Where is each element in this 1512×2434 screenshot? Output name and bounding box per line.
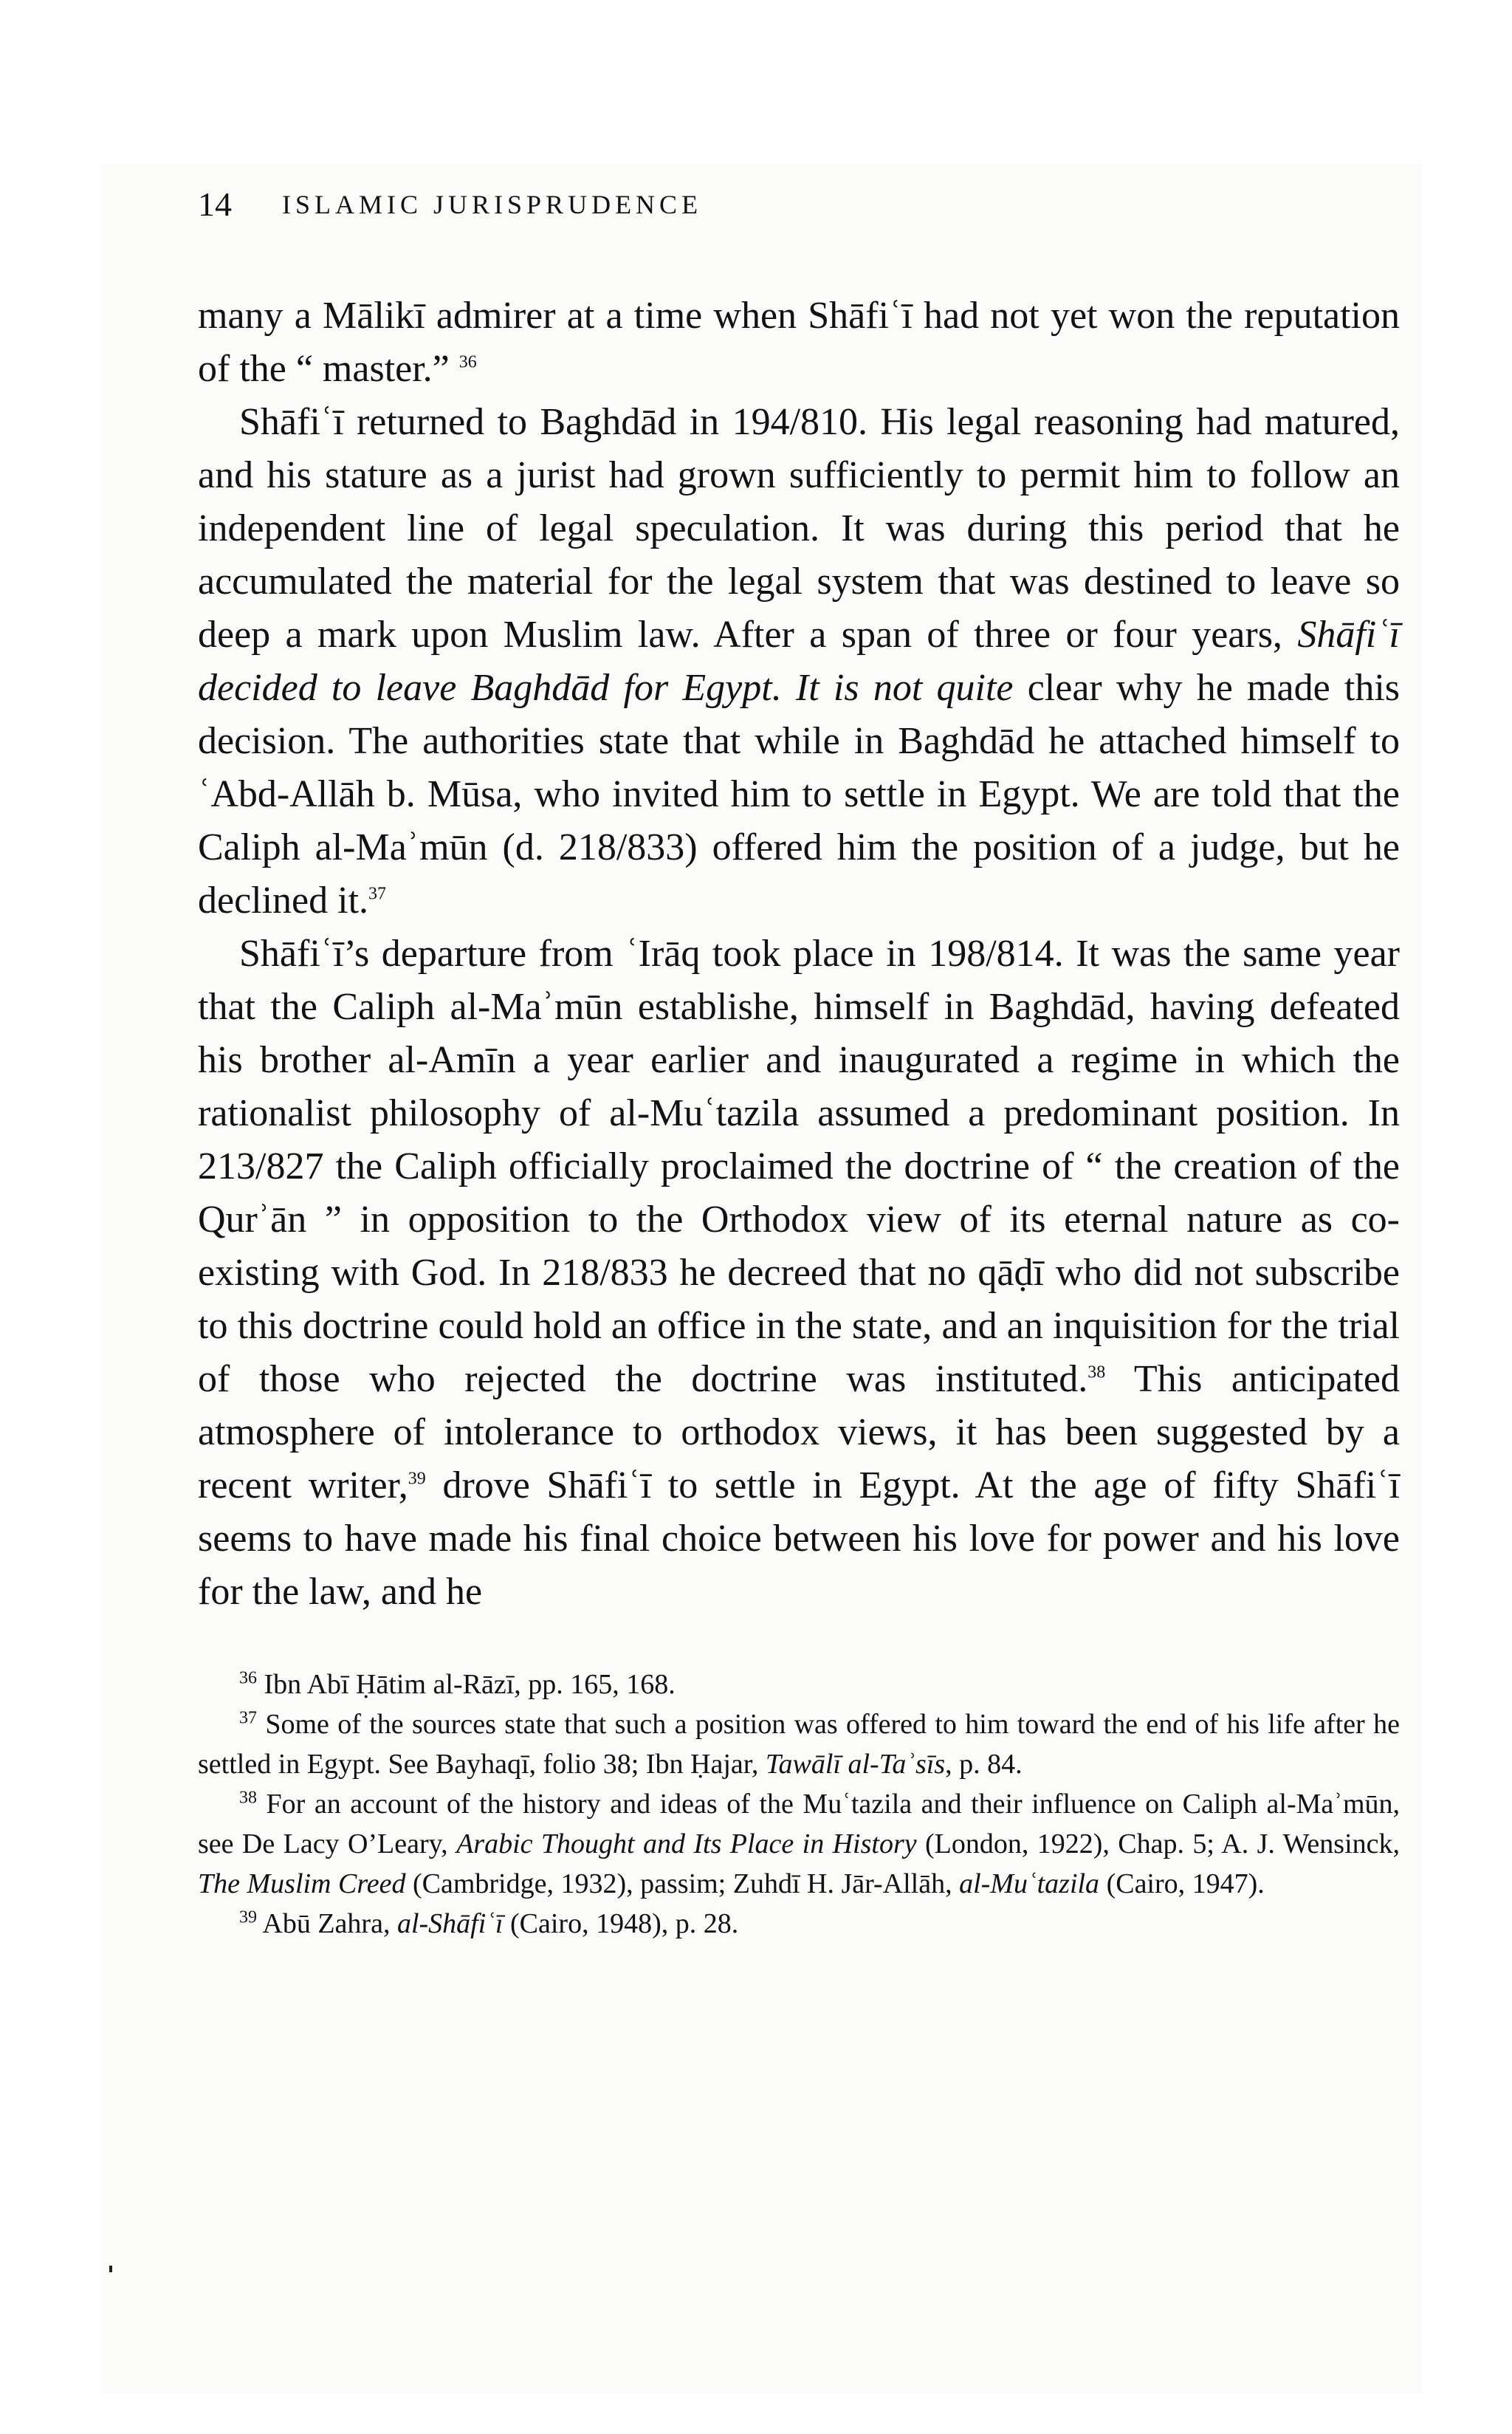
paragraph-2-text-b: clear why he made this decision. The authorities state that while in Baghdād he attached himself to ʿAbd-Allāh b. Mūsa, who invited him to settle in Egypt. We are told that the Caliph al-Maʾmūn (d. 218/833) offered him the position of a judge, but he declined it. [198, 667, 1401, 922]
footnote-number: 36 [239, 1668, 257, 1688]
footnote-text: Abū Zahra, [257, 1908, 397, 1939]
footnote-ref-39: 39 [408, 1469, 426, 1489]
body-text [198, 289, 1400, 1619]
footnote-37 [198, 1704, 1400, 1784]
scan-speck [109, 2266, 112, 2272]
footnote-text: (Cairo, 1948), p. 28. [503, 1908, 739, 1939]
paragraph-2-text-a: Shāfiʿī returned to Baghdād in 194/810. His legal reasoning had matured, and his stature as a jurist had grown sufficiently to permit him to follow an independent line of legal speculation. It was during this period that he accumulated the material for the legal system that was destined to leave so deep a mark upon Muslim law. After a span of three or four years, [198, 401, 1400, 656]
footnote-text: (London, 1922), Chap. 5; A. J. Wensinck, [916, 1828, 1400, 1859]
footnote-text: For an account of the history and ideas of the Muʿtazila and their influence on Caliph al-Maʾmūn, see De Lacy O’Leary, [198, 1789, 1400, 1859]
paragraph-3-text-c: drove Shāfiʿī to settle in Egypt. At the age of fifty Shāfiʿī seems to have made his final choice between his love for power and his love for the law, and he [198, 1464, 1400, 1613]
footnote-36 [198, 1665, 1400, 1704]
footnote-ref-38: 38 [1087, 1362, 1106, 1382]
footnote-text: Ibn Abī Ḥātim al-Rāzī, pp. 165, 168. [257, 1669, 676, 1700]
paragraph-2-italic: Shāfiʿī decided to leave Baghdād for Egypt. It is not quite [198, 614, 1401, 709]
footnote-number: 38 [239, 1788, 257, 1808]
footnote-italic: Tawālī al-Taʾsīs [765, 1749, 946, 1780]
footnote-ref-37: 37 [368, 884, 387, 904]
paragraph-1 [198, 289, 1400, 396]
footnote-text: (Cambridge, 1932), passim; Zuhdī H. Jār-Allāh, [405, 1868, 960, 1899]
footnote-text: Some of the sources state that such a position was offered to him toward the end of his life after he settled in Egypt. See Bayhaqī, folio 38; Ibn Ḥajar, [198, 1709, 1400, 1780]
footnote-italic: al-Shāfiʿī [396, 1908, 504, 1939]
footnote-38 [198, 1784, 1400, 1904]
footnote-number: 37 [239, 1708, 257, 1728]
footnote-italic: The Muslim Creed [198, 1868, 406, 1899]
footnotes [198, 1665, 1400, 1944]
running-head [198, 185, 1400, 251]
footnote-39 [198, 1904, 1400, 1944]
running-title: ISLAMIC JURISPRUDENCE [282, 190, 703, 219]
footnote-text-end: , p. 84. [945, 1749, 1023, 1780]
paragraph-2 [198, 396, 1400, 928]
footnote-text: (Cairo, 1947). [1099, 1868, 1265, 1899]
page-content [198, 185, 1400, 1944]
footnote-ref-36: 36 [458, 352, 477, 372]
paragraph-3-text-b: This anticipated atmosphere of intolerance to orthodox views, it has been suggested by a recent writer, [198, 1358, 1401, 1506]
paragraph-3 [198, 928, 1400, 1619]
page-number: 14 [198, 185, 232, 223]
paragraph-3-text-a: Shāfiʿī’s departure from ʿIrāq took place in 198/814. It was the same year that the Caliph al-Maʾmūn establishe, himself in Baghdād, having defeated his brother al-Amīn a year earlier and inaugurated a regime in which the rationalist philosophy of al-Muʿtazila assumed a predominant position. In 213/827 the Caliph officially proclaimed the doctrine of “ the creation of the Qurʾān ” in opposition to the Orthodox view of its eternal nature as co-existing with God. In 218/833 he decreed that no qāḍī who did not subscribe to this doctrine could hold an office in the state, and an inquisition for the trial of those who rejected the doctrine was instituted. [198, 933, 1400, 1400]
paragraph-1-text: many a Mālikī admirer at a time when Shāfiʿī had not yet won the reputation of the “ master.” [198, 295, 1400, 390]
footnote-italic: Arabic Thought and Its Place in History [456, 1828, 917, 1859]
footnote-italic: al-Muʿtazila [959, 1868, 1100, 1899]
footnote-number: 39 [239, 1907, 257, 1927]
